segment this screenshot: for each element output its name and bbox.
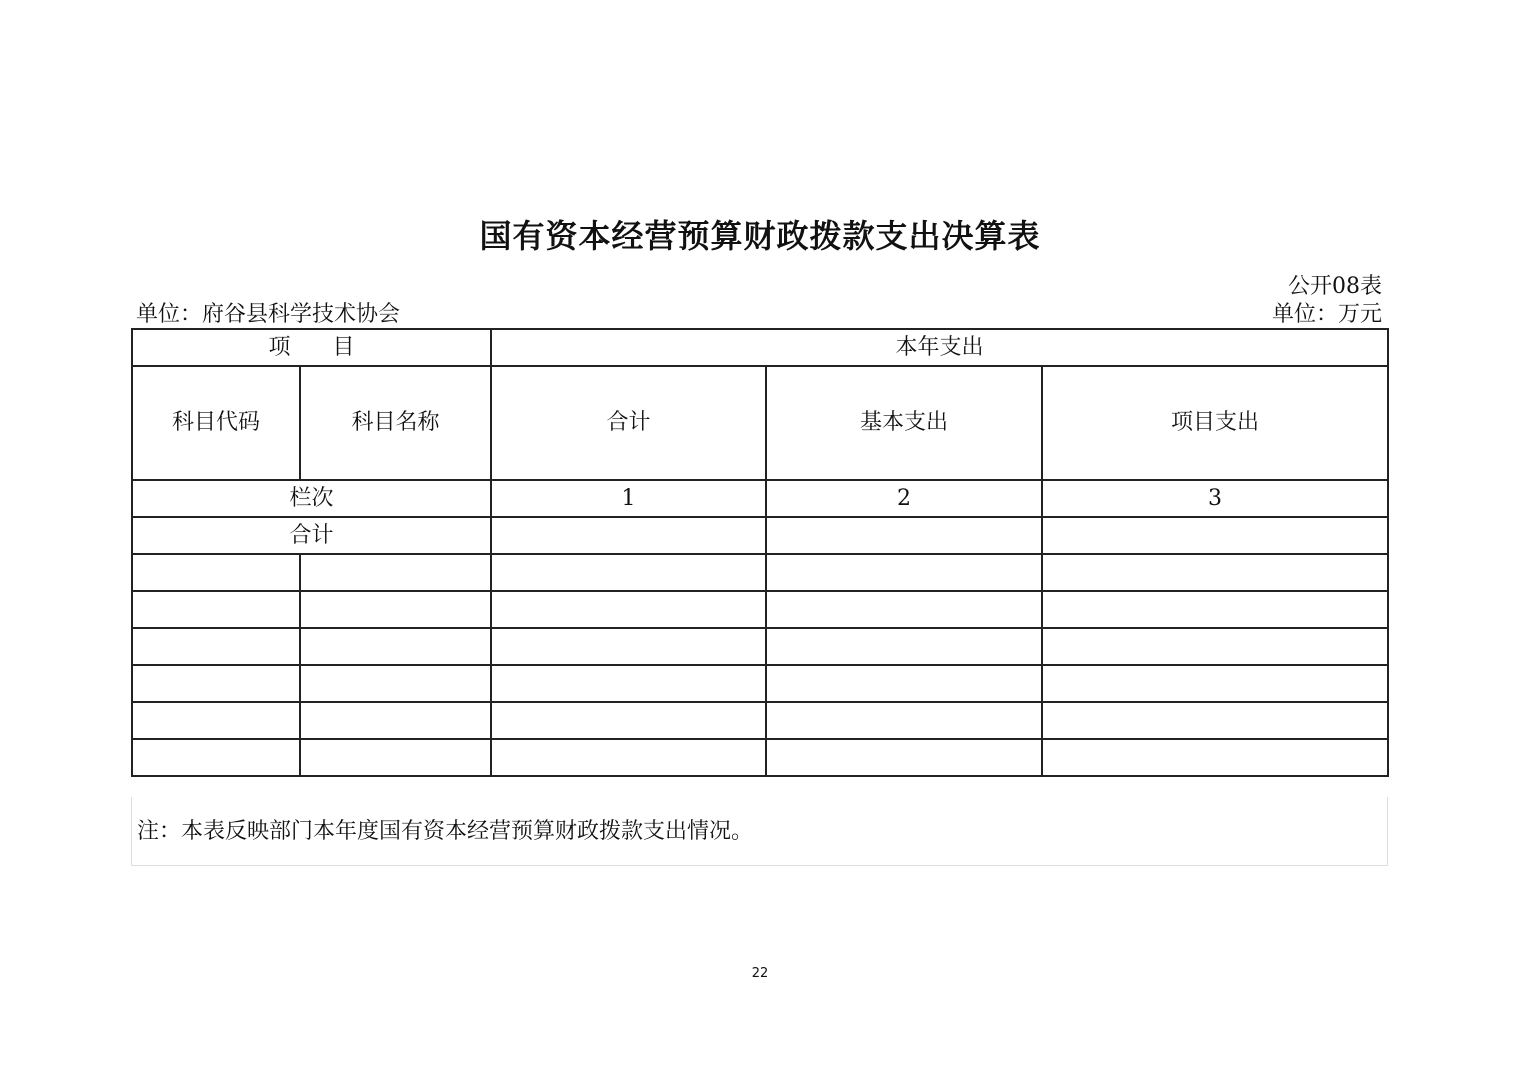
cell-code	[132, 628, 300, 665]
cell-basic	[766, 665, 1042, 702]
cell-code	[132, 739, 300, 776]
column-index-row	[132, 480, 1388, 517]
table-row	[132, 665, 1388, 702]
expenditure-table	[131, 328, 1389, 777]
cell-basic	[766, 628, 1042, 665]
cell-name	[300, 739, 491, 776]
page-title: 国有资本经营预算财政拨款支出决算表	[479, 217, 1041, 255]
column-header-total: 合计	[491, 366, 766, 480]
table-row	[132, 554, 1388, 591]
cell-project	[1042, 628, 1388, 665]
table-subheader-row	[132, 366, 1388, 480]
table-header-row	[132, 329, 1388, 366]
table-note: 注：本表反映部门本年度国有资本经营预算财政拨款支出情况。	[137, 819, 754, 844]
cell-project	[1042, 739, 1388, 776]
total-row-total	[491, 517, 766, 554]
cell-total	[491, 702, 766, 739]
column-index-total: 1	[491, 480, 766, 517]
cell-basic	[766, 739, 1042, 776]
total-row-project	[1042, 517, 1388, 554]
cell-code	[132, 554, 300, 591]
form-number: 公开08表	[1288, 274, 1382, 299]
table-row	[132, 591, 1388, 628]
table-row	[132, 702, 1388, 739]
cell-name	[300, 665, 491, 702]
cell-code	[132, 591, 300, 628]
total-row-basic	[766, 517, 1042, 554]
cell-name	[300, 554, 491, 591]
cell-basic	[766, 702, 1042, 739]
cell-project	[1042, 554, 1388, 591]
cell-code	[132, 665, 300, 702]
column-header-code: 科目代码	[132, 366, 300, 480]
total-row-label: 合计	[132, 517, 491, 554]
cell-total	[491, 665, 766, 702]
cell-basic	[766, 554, 1042, 591]
currency-unit: 单位：万元	[1271, 302, 1382, 327]
organization-unit: 单位：府谷县科学技术协会	[136, 302, 401, 327]
column-header-basic: 基本支出	[766, 366, 1042, 480]
header-item: 项 目	[132, 329, 491, 366]
cell-name	[300, 591, 491, 628]
cell-name	[300, 702, 491, 739]
column-index-basic: 2	[766, 480, 1042, 517]
cell-total	[491, 591, 766, 628]
cell-project	[1042, 665, 1388, 702]
cell-project	[1042, 591, 1388, 628]
table-row	[132, 628, 1388, 665]
page-number: 22	[751, 966, 769, 981]
header-current-year-expenditure: 本年支出	[491, 329, 1388, 366]
cell-project	[1042, 702, 1388, 739]
cell-total	[491, 628, 766, 665]
total-row	[132, 517, 1388, 554]
cell-total	[491, 554, 766, 591]
cell-total	[491, 739, 766, 776]
cell-basic	[766, 591, 1042, 628]
column-index-project: 3	[1042, 480, 1388, 517]
column-index-label: 栏次	[132, 480, 491, 517]
cell-name	[300, 628, 491, 665]
column-header-name: 科目名称	[300, 366, 491, 480]
table-row	[132, 739, 1388, 776]
note-area	[131, 797, 1388, 866]
column-header-project: 项目支出	[1042, 366, 1388, 480]
cell-code	[132, 702, 300, 739]
